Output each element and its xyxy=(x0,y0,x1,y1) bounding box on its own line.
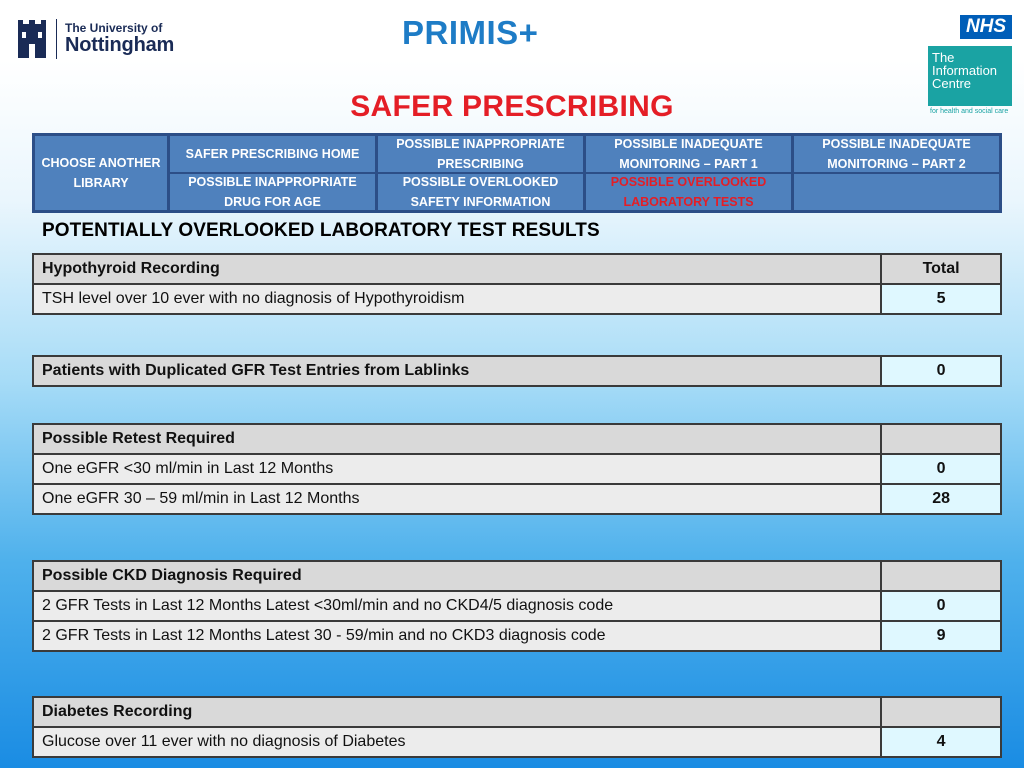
row-count[interactable]: 0 xyxy=(881,454,1001,484)
nav-possible-inadequate-monitoring-part-2[interactable]: POSSIBLE INADEQUATE MONITORING – PART 2 xyxy=(794,136,999,172)
table-header-blank xyxy=(881,697,1001,727)
ic-line1: The xyxy=(932,50,955,65)
row-label: One eGFR <30 ml/min in Last 12 Months xyxy=(33,454,881,484)
row-label: Patients with Duplicated GFR Test Entries from Lablinks xyxy=(33,356,881,386)
table-header-blank xyxy=(881,424,1001,454)
library-navigation xyxy=(32,133,1002,213)
row-label: 2 GFR Tests in Last 12 Months Latest 30 - 59/min and no CKD3 diagnosis code xyxy=(33,621,881,651)
primis-logo: PRIMIS+ xyxy=(402,14,539,51)
table-header-label: Diabetes Recording xyxy=(33,697,881,727)
diabetes-table xyxy=(32,696,1002,758)
table-row xyxy=(33,356,1001,386)
university-logo xyxy=(16,16,174,62)
ic-tagline: for health and social care xyxy=(930,108,1009,115)
table-row xyxy=(33,284,1001,314)
nav-choose-another-library[interactable]: CHOOSE ANOTHER LIBRARY xyxy=(35,136,167,210)
table-row xyxy=(33,727,1001,757)
nhs-logo: NHS xyxy=(960,15,1012,39)
ic-line3: Centre xyxy=(932,76,972,91)
university-line1: The University of xyxy=(65,21,163,36)
logo-divider xyxy=(56,19,57,59)
castle-crest-icon xyxy=(16,18,48,60)
duplicated-gfr-table xyxy=(32,355,1002,387)
ckd-diagnosis-table xyxy=(32,560,1002,652)
ic-line2: Information xyxy=(932,63,998,78)
nav-empty-cell xyxy=(794,174,999,210)
row-count[interactable]: 0 xyxy=(881,356,1001,386)
page-title: SAFER PRESCRIBING xyxy=(350,90,674,123)
table-header-row xyxy=(33,561,1001,591)
table-row xyxy=(33,484,1001,514)
retest-table xyxy=(32,423,1002,515)
table-row xyxy=(33,591,1001,621)
table-header-label: Hypothyroid Recording xyxy=(33,254,881,284)
university-line2: Nottingham xyxy=(65,33,175,56)
table-row xyxy=(33,454,1001,484)
nav-possible-overlooked-laboratory-tests[interactable]: POSSIBLE OVERLOOKED LABORATORY TESTS xyxy=(586,174,791,210)
row-count[interactable]: 9 xyxy=(881,621,1001,651)
row-count[interactable]: 5 xyxy=(881,284,1001,314)
row-label: 2 GFR Tests in Last 12 Months Latest <30ml/min and no CKD4/5 diagnosis code xyxy=(33,591,881,621)
nav-possible-inappropriate-drug-for-age[interactable]: POSSIBLE INAPPROPRIATE DRUG FOR AGE xyxy=(170,174,375,210)
table-header-row xyxy=(33,697,1001,727)
section-title: POTENTIALLY OVERLOOKED LABORATORY TEST RESULTS xyxy=(42,220,600,241)
row-count[interactable]: 28 xyxy=(881,484,1001,514)
row-label: One eGFR 30 – 59 ml/min in Last 12 Months xyxy=(33,484,881,514)
university-wordmark xyxy=(65,22,174,56)
table-header-blank xyxy=(881,561,1001,591)
nav-safer-prescribing-home[interactable]: SAFER PRESCRIBING HOME xyxy=(170,136,375,172)
table-row xyxy=(33,621,1001,651)
nav-possible-inadequate-monitoring-part-1[interactable]: POSSIBLE INADEQUATE MONITORING – PART 1 xyxy=(586,136,791,172)
table-header-row xyxy=(33,424,1001,454)
table-header-label: Possible Retest Required xyxy=(33,424,881,454)
row-label: Glucose over 11 ever with no diagnosis of Diabetes xyxy=(33,727,881,757)
table-header-total: Total xyxy=(881,254,1001,284)
table-header-label: Possible CKD Diagnosis Required xyxy=(33,561,881,591)
row-label: TSH level over 10 ever with no diagnosis of Hypothyroidism xyxy=(33,284,881,314)
row-count[interactable]: 4 xyxy=(881,727,1001,757)
nav-possible-inappropriate-prescribing[interactable]: POSSIBLE INAPPROPRIATE PRESCRIBING xyxy=(378,136,583,172)
hypothyroid-table xyxy=(32,253,1002,315)
nav-possible-overlooked-safety-information[interactable]: POSSIBLE OVERLOOKED SAFETY INFORMATION xyxy=(378,174,583,210)
table-header-row xyxy=(33,254,1001,284)
row-count[interactable]: 0 xyxy=(881,591,1001,621)
